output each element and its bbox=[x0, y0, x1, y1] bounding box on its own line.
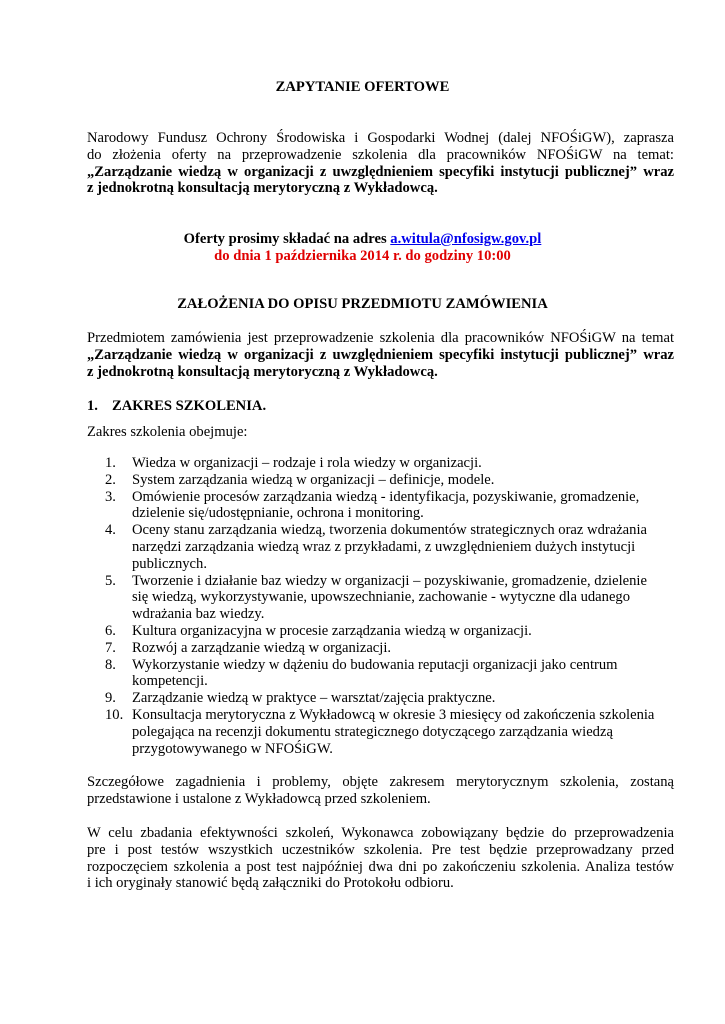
list-item bbox=[105, 690, 665, 707]
list-item bbox=[105, 573, 665, 623]
list-item bbox=[105, 657, 665, 691]
list-item-line: wdrażania baz wiedzy. bbox=[132, 606, 265, 623]
details-line: Szczegółowe zagadnienia i problemy, objęte zakresem merytorycznym szkolenia, zostaną bbox=[87, 774, 674, 790]
list-item-line: Rozwój a zarządzanie wiedzą w organizacji. bbox=[132, 639, 392, 656]
list-item-line: Tworzenie i działanie baz wiedzy w organizacji – pozyskiwanie, gromadzenie, dzielenie bbox=[132, 572, 647, 589]
list-item-line: Wiedza w organizacji – rodzaje i rola wiedzy w organizacji. bbox=[132, 455, 482, 471]
offers-deadline: do dnia 1 października 2014 r. do godziny 10:00 bbox=[214, 248, 511, 264]
list-item bbox=[105, 707, 665, 757]
offers-address-line bbox=[0, 231, 725, 248]
list-item-line: narzędzi zarządzania wiedzą wraz z przykładami, z uwzględnieniem dużych instytucji bbox=[132, 538, 636, 555]
list-item-line: Kultura organizacyjna w procesie zarządzania wiedzą w organizacji. bbox=[132, 622, 532, 639]
document-title: ZAPYTANIE OFERTOWE bbox=[275, 79, 450, 95]
invitation-topic-line: „Zarządzanie wiedzą w organizacji z uwzględnieniem specyfiki instytucji publicznej” wraz bbox=[87, 163, 674, 180]
evaluation-line: pre i post testów wszystkich uczestników szkolenia. Pre test będzie przeprowadzany przed bbox=[87, 841, 674, 858]
scope-heading-text: ZAKRES SZKOLENIA. bbox=[112, 398, 267, 414]
section-title: ZAŁOŻENIA DO OPISU PRZEDMIOTU ZAMÓWIENIA bbox=[177, 296, 548, 312]
subject-paragraph bbox=[87, 330, 674, 380]
list-item-number: 1. bbox=[105, 455, 116, 471]
list-item-line: Wykorzystanie wiedzy w dążeniu do budowania reputacji organizacji jako centrum bbox=[132, 656, 618, 673]
details-line: przedstawione i ustalone z Wykładowcą przed szkoleniem. bbox=[87, 790, 431, 807]
list-item bbox=[105, 455, 665, 472]
list-item-line: Oceny stanu zarządzania wiedzą, tworzenia dokumentów strategicznych oraz wdrażania bbox=[132, 522, 647, 539]
list-item-number: 7. bbox=[105, 639, 116, 656]
list-item-number: 4. bbox=[105, 522, 116, 539]
list-item-line: się wiedzą, wykorzystywanie, upowszechnianie, zachowanie - wytyczne dla udanego bbox=[132, 589, 631, 606]
list-item-number: 8. bbox=[105, 656, 116, 673]
list-item-line: Omówienie procesów zarządzania wiedzą - identyfikacja, pozyskiwanie, gromadzenie, bbox=[132, 488, 640, 505]
list-item-number: 6. bbox=[105, 622, 116, 639]
list-item-line: polegająca na recenzji dokumentu strategicznego dotyczącego zarządzania wiedzą bbox=[132, 723, 613, 740]
list-item-line: kompetencji. bbox=[132, 673, 208, 690]
list-item bbox=[105, 489, 665, 523]
email-link[interactable]: a.witula@nfosigw.gov.pl bbox=[390, 231, 542, 247]
subject-line: Przedmiotem zamówienia jest przeprowadzenie szkolenia dla pracowników NFOŚiGW na temat bbox=[87, 330, 674, 346]
list-item-number: 3. bbox=[105, 488, 116, 505]
list-item bbox=[105, 472, 665, 489]
list-item bbox=[105, 623, 665, 640]
list-item bbox=[105, 522, 665, 572]
scope-list bbox=[105, 455, 665, 757]
list-item-number: 10. bbox=[105, 706, 124, 723]
invitation-paragraph bbox=[87, 130, 674, 197]
evaluation-line: W celu zbadania efektywności szkoleń, Wykonawca zobowiązany będzie do przeprowadzenia bbox=[87, 825, 674, 841]
list-item-line: System zarządzania wiedzą w organizacji – definicje, modele. bbox=[132, 471, 495, 488]
list-item-number: 5. bbox=[105, 572, 116, 589]
evaluation-paragraph bbox=[87, 825, 674, 892]
scope-heading-number: 1. bbox=[87, 398, 98, 414]
subject-topic-line: „Zarządzanie wiedzą w organizacji z uwzględnieniem specyfiki instytucji publicznej” wraz bbox=[87, 346, 674, 363]
evaluation-line: rozpoczęciem szkolenia a post test najpóźniej dwa dni po zakończeniu szkolenia. Analiza testów bbox=[87, 858, 674, 875]
scope-intro: Zakres szkolenia obejmuje: bbox=[87, 424, 248, 440]
list-item-line: Zarządzanie wiedzą w praktyce – warsztat/zajęcia praktyczne. bbox=[132, 690, 496, 707]
invitation-line: Narodowy Fundusz Ochrony Środowiska i Gospodarki Wodnej (dalej NFOŚiGW), zaprasza bbox=[87, 130, 674, 146]
list-item-line: przygotowywanego w NFOŚiGW. bbox=[132, 740, 333, 757]
invitation-line: do złożenia oferty na przeprowadzenie szkolenia dla pracowników NFOŚiGW na temat: bbox=[87, 146, 674, 163]
list-item-number: 2. bbox=[105, 471, 116, 488]
subject-topic-line: z jednokrotną konsultacją merytoryczną z Wykładowcą. bbox=[87, 363, 438, 380]
list-item bbox=[105, 640, 665, 657]
list-item-line: publicznych. bbox=[132, 555, 207, 572]
details-paragraph bbox=[87, 774, 674, 808]
scope-heading bbox=[87, 398, 266, 415]
list-item-number: 9. bbox=[105, 690, 116, 707]
offers-prefix: Oferty prosimy składać na adres bbox=[183, 231, 391, 247]
list-item-line: Konsultacja merytoryczna z Wykładowcą w okresie 3 miesięcy od zakończenia szkolenia bbox=[132, 706, 655, 723]
invitation-topic-line: z jednokrotną konsultacją merytoryczną z Wykładowcą. bbox=[87, 180, 438, 197]
evaluation-line: i ich oryginały stanowić będą załączniki do Protokołu odbioru. bbox=[87, 875, 454, 892]
list-item-line: dzielenie się/udostępnianie, ochrona i monitoring. bbox=[132, 505, 424, 522]
